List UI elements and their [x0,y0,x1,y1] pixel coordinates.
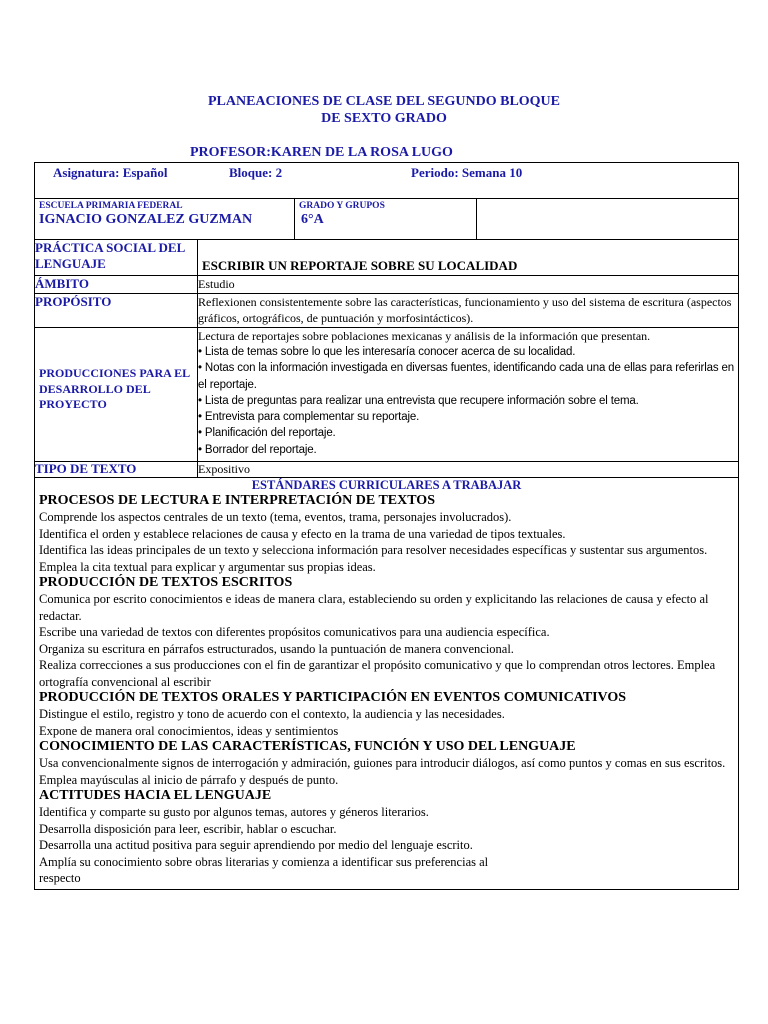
standard-line: Escribe una variedad de textos con diferentes propósitos comunicativos para una audiencia específica. [39,625,550,639]
producciones-label: PRODUCCIONES PARA EL DESARROLLO DEL PROYECTO [39,366,190,412]
escuela-name: IGNACIO GONZALEZ GUZMAN [39,212,253,227]
title-line-1: PLANEACIONES DE CLASE DEL SEGUNDO BLOQUE [207,94,561,109]
producciones-item: • Planificación del reportaje. [198,427,336,440]
producciones-item: • Notas con la información investigada en diversas fuentes, identificando cada una de ellas para referirlas en el reportaje. [198,362,735,391]
producciones-item: • Lista de temas sobre lo que les interesaría conocer acerca de su localidad. [198,346,576,358]
standard-line: Identifica y comparte su gusto por algunos temas, autores y géneros literarios. [39,805,429,819]
proposito-label: PROPÓSITO [35,294,198,328]
grado-cell [295,199,477,240]
info-row [35,163,739,199]
asignatura-label: Asignatura: Español [53,165,168,180]
standard-line: Identifica las ideas principales de un texto y selecciona información para resolver necesidades específicas y sustentar sus argumentos. [39,543,708,557]
estandares-cell [35,478,739,890]
section-heading: ACTITUDES HACIA EL LENGUAJE [39,788,272,803]
proposito-value: Reflexionen consistentemente sobre las características, funcionamiento y uso del sistema de escritura (aspectos gráficos, ortográficos, de puntuación y morfosintácticos). [198,294,739,328]
info-cell [35,163,739,199]
section-heading: CONOCIMIENTO DE LAS CARACTERÍSTICAS, FUNCIÓN Y USO DEL LENGUAJE [39,739,576,754]
planning-table [34,162,739,890]
profesor-label: PROFESOR:KAREN DE LA ROSA LUGO [190,145,453,160]
title-line-2: DE SEXTO GRADO [321,111,447,126]
ambito-label: ÁMBITO [35,276,198,294]
empty-cell [477,199,739,240]
section-heading: PRODUCCIÓN DE TEXTOS ORALES Y PARTICIPACIÓN EN EVENTOS COMUNICATIVOS [39,690,627,705]
standard-line: Distingue el estilo, registro y tono de acuerdo con el contexto, la audiencia y las necesidades. [39,707,505,721]
bloque-label: Bloque: 2 [229,165,283,180]
practica-value: ESCRIBIR UN REPORTAJE SOBRE SU LOCALIDAD [198,240,739,276]
section-heading: PRODUCCIÓN DE TEXTOS ESCRITOS [39,575,293,590]
standard-line: Emplea la cita textual para explicar y argumentar sus propias ideas. [39,559,376,574]
tipo-label: TIPO DE TEXTO [35,462,198,478]
producciones-value [198,328,739,462]
standard-line: Comprende los aspectos centrales de un texto (tema, eventos, trama, personajes involucrados). [39,510,512,524]
tipo-value: Expositivo [198,462,739,478]
estandares-row [35,478,739,890]
periodo-label: Periodo: Semana 10 [411,165,523,180]
proposito-row [35,294,739,328]
standard-line: Desarrolla una actitud positiva para seguir aprendiendo por medio del lenguaje escrito. [39,838,473,852]
standard-line: Desarrolla disposición para leer, escribir, hablar o escuchar. [39,821,337,836]
standard-line: Expone de manera oral conocimientos, ideas y sentimientos [39,723,339,738]
grado-value: 6°A [301,212,324,227]
producciones-item: • Entrevista para complementar su reportaje. [198,411,420,424]
estandares-title: ESTÁNDARES CURRICULARES A TRABAJAR [251,478,522,492]
practica-row [35,240,739,276]
producciones-item: • Borrador del reportaje. [198,443,317,456]
producciones-row [35,328,739,462]
producciones-item: • Lista de preguntas para realizar una entrevista que recupere información sobre el tema. [198,394,639,407]
ambito-value: Estudio [198,276,739,294]
tipo-row [35,462,739,478]
escuela-label: ESCUELA PRIMARIA FEDERAL [39,201,183,211]
section-heading: PROCESOS DE LECTURA E INTERPRETACIÓN DE TEXTOS [39,493,435,508]
practica-label: PRÁCTICA SOCIAL DEL LENGUAJE [35,240,198,276]
standard-line: Realiza correcciones a sus producciones con el fin de garantizar el propósito comunicativo y que lo comprendan otros lectores. Emplea ortografía convencional al escribir [39,658,716,689]
ambito-row [35,276,739,294]
standard-line: Identifica el orden y establece relaciones de causa y efecto en la trama de una variedad de tipos textuales. [39,526,566,541]
standard-line: Usa convencionalmente signos de interrogación y admiración, guiones para introducir diálogos, así como puntos y comas en sus escritos. [39,756,726,770]
producciones-label-cell [35,328,198,462]
standard-line: Emplea mayúsculas al inicio de párrafo y después de punto. [39,772,339,787]
standard-line: Comunica por escrito conocimientos e ideas de manera clara, estableciendo su orden y explicitando las relaciones de causa y efecto al redactar. [39,592,709,623]
producciones-intro: Lectura de reportajes sobre poblaciones mexicanas y análisis de la información que presentan. [198,329,651,343]
grado-label: GRADO Y GRUPOS [299,201,385,211]
standard-line: Amplía su conocimiento sobre obras literarias y comienza a identificar sus preferencias al respecto [39,854,489,885]
school-row [35,199,739,240]
standard-line: Organiza su escritura en párrafos estructurados, usando la puntuación de manera convencional. [39,641,514,656]
school-cell [35,199,295,240]
